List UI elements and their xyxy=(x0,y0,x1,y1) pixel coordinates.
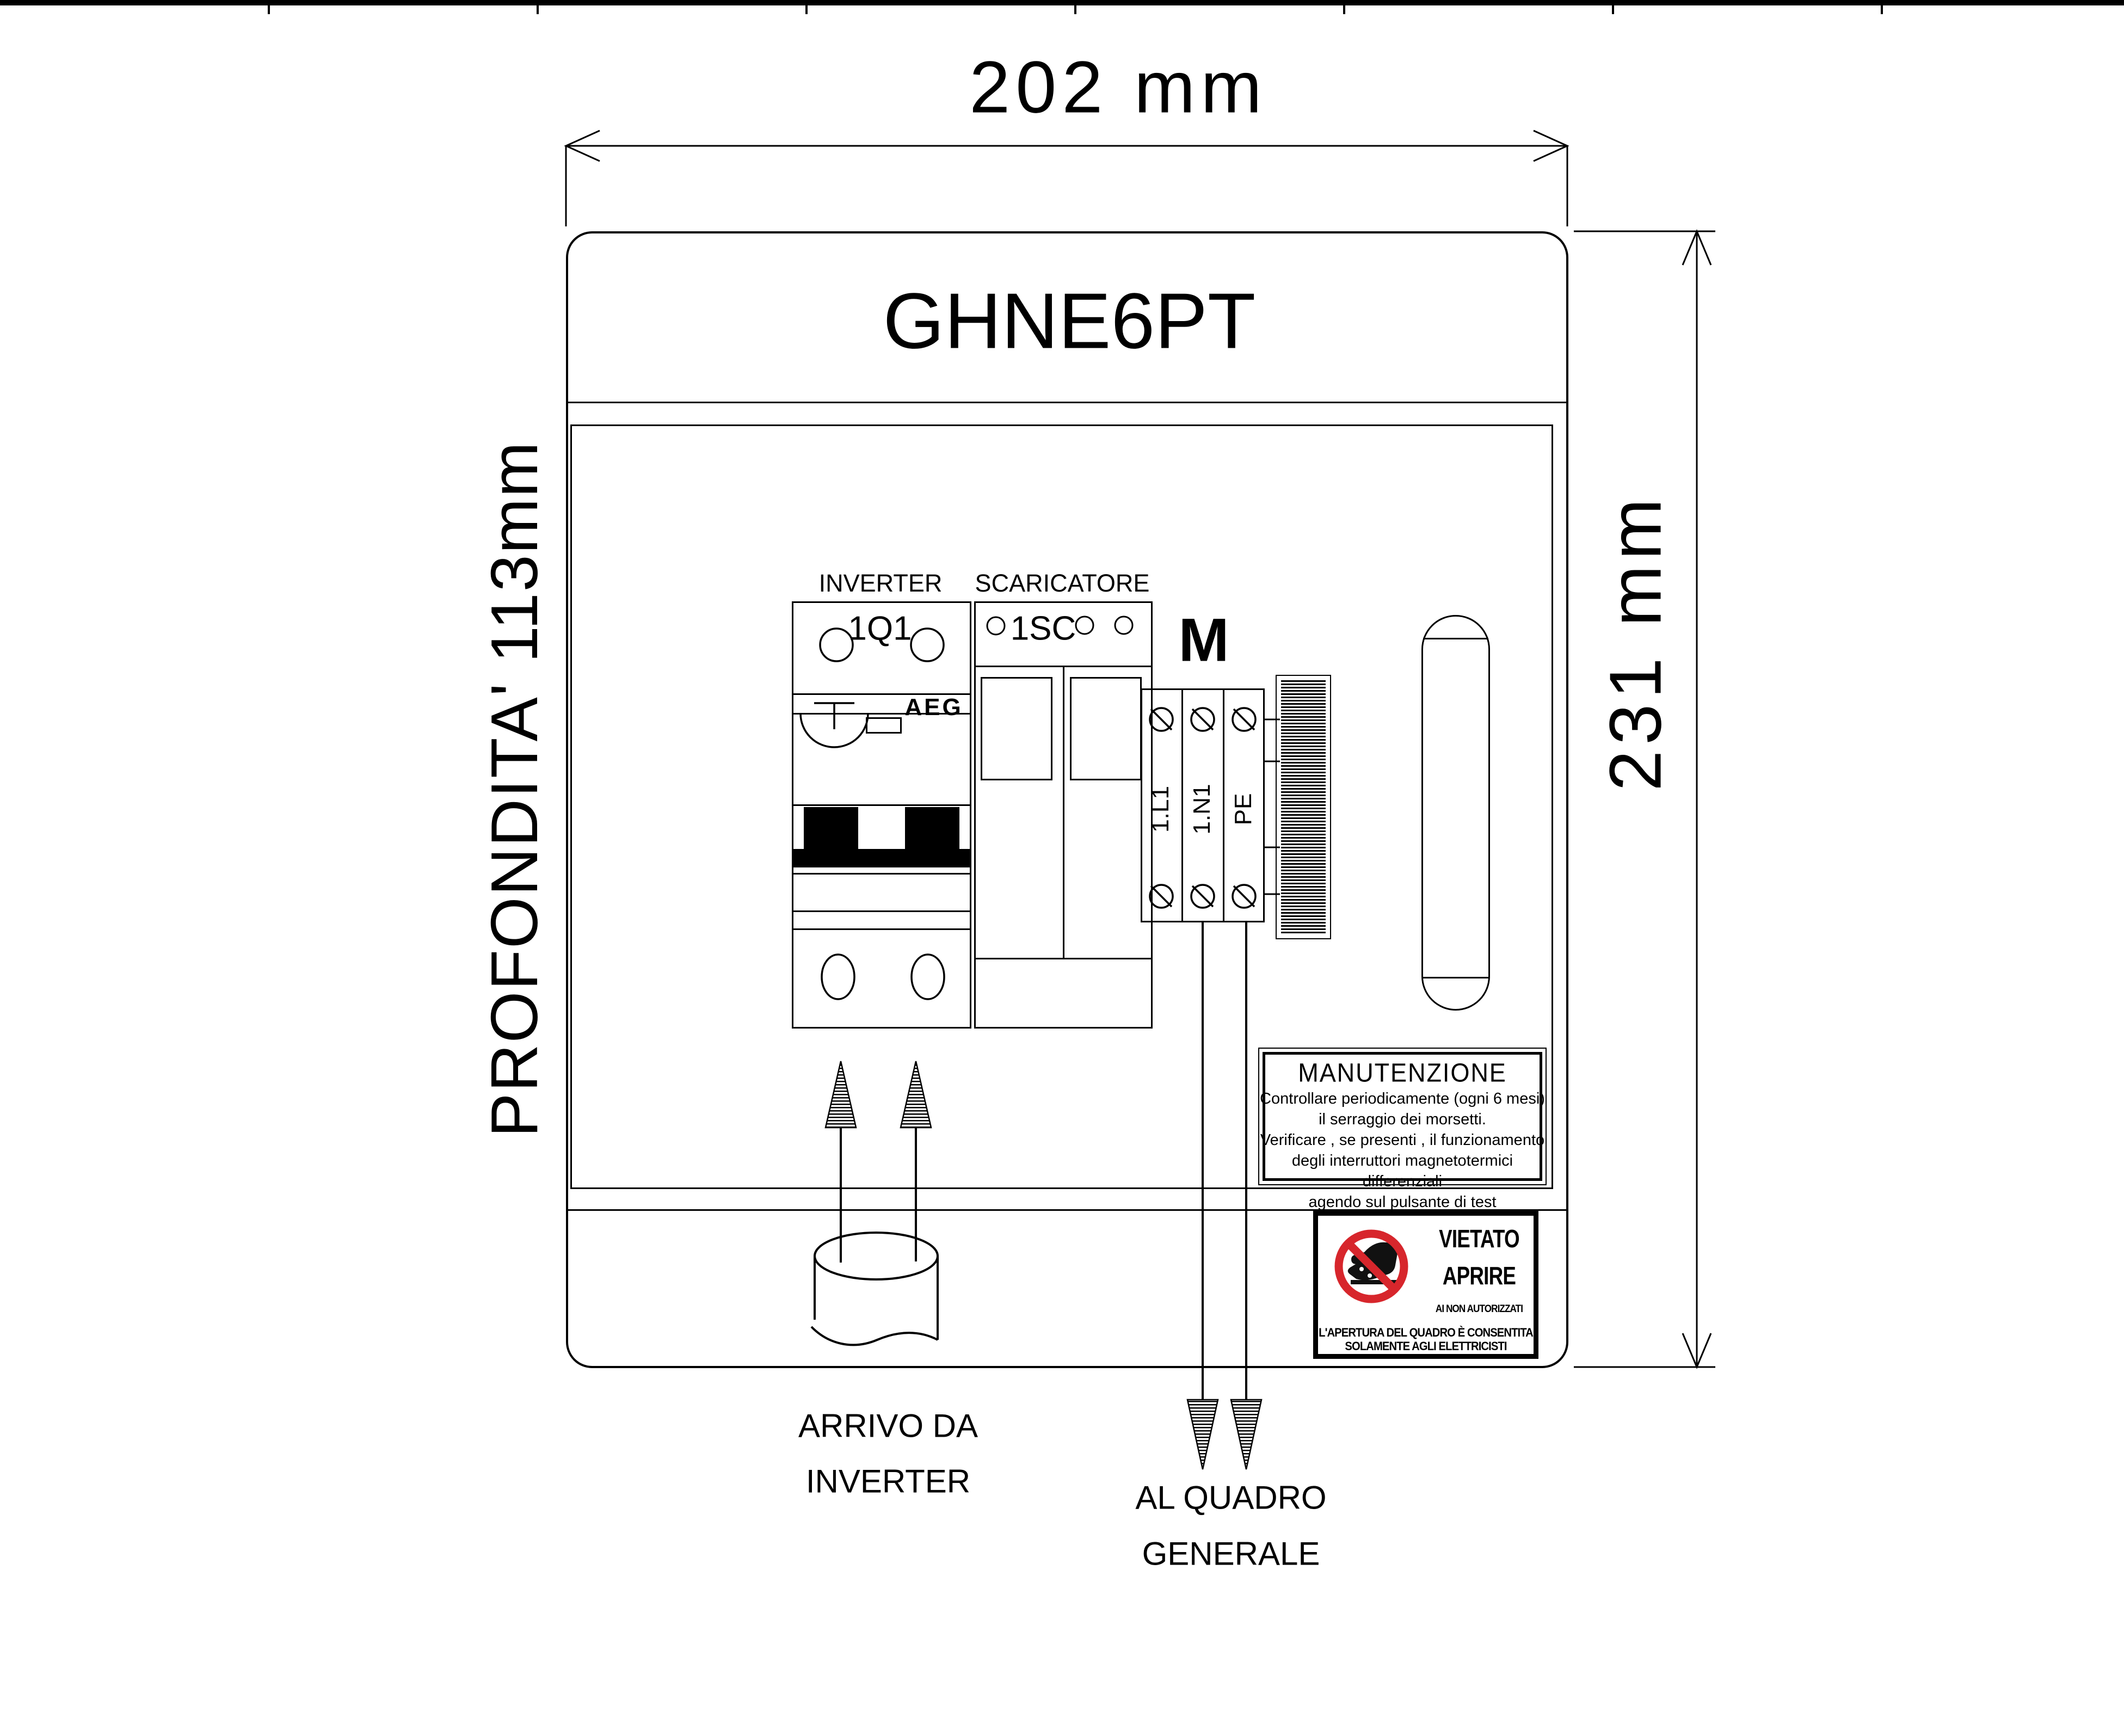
frame-ruler-tick xyxy=(268,0,270,14)
breaker-brand-logo: AEG xyxy=(904,694,963,721)
terminal-divider xyxy=(1181,688,1183,922)
frame-ruler-tick xyxy=(1343,0,1345,14)
breaker-divider xyxy=(792,928,971,930)
depth-dimension-label: PROFONDITA' 113mm xyxy=(477,441,551,1137)
maintenance-text-line: il serraggio dei morsetti. xyxy=(1319,1111,1486,1128)
frame-ruler-tick xyxy=(805,0,808,14)
surge-arrester-section-label: SCARICATORE xyxy=(975,569,1150,597)
warning-footer-line2: SOLAMENTE AGLI ELETTRICISTI xyxy=(1345,1339,1507,1353)
frame-ruler-tick xyxy=(537,0,539,14)
maintenance-text-line: Verificare , se presenti , il funzionamento xyxy=(1260,1131,1545,1149)
terminal-block-tag: M xyxy=(1178,606,1229,674)
maintenance-text-line: agendo sul pulsante di test xyxy=(1308,1193,1497,1211)
breaker-divider xyxy=(792,873,971,875)
frame-ruler-bar xyxy=(0,0,2124,5)
surge-arrester-cartridge-window xyxy=(1070,677,1142,780)
maintenance-text-line: degli interruttori magnetotermici differenziali xyxy=(1291,1152,1513,1190)
terminal-divider xyxy=(1223,688,1224,922)
breaker-tag: 1Q1 xyxy=(848,610,912,648)
arrival-label-line1: ARRIVO DA xyxy=(798,1407,978,1444)
warning-title-line1: VIETATO xyxy=(1439,1224,1519,1253)
mounting-slot-cap-line xyxy=(1423,638,1488,639)
breaker-toggle-bar xyxy=(792,849,971,867)
height-dimension-line xyxy=(1574,231,1715,1367)
terminal-label: 1.N1 xyxy=(1189,784,1215,835)
breaker-toggle-handle xyxy=(804,807,858,851)
maintenance-note-box xyxy=(1260,1052,1545,1211)
arrival-label-line2: INVERTER xyxy=(805,1463,971,1500)
warning-footer-line1: L'APERTURA DEL QUADRO È CONSENTITA xyxy=(1319,1326,1533,1339)
mounting-slot xyxy=(1421,615,1490,1011)
warning-sign xyxy=(1313,1211,1538,1359)
maintenance-text-line: Controllare periodicamente (ogni 6 mesi) xyxy=(1260,1090,1545,1107)
terminal-label: 1.L1 xyxy=(1147,786,1174,833)
frame-ruler-tick xyxy=(1881,0,1883,14)
title-band-separator xyxy=(567,402,1567,403)
to-main-panel-label-line1: AL QUADRO xyxy=(1135,1479,1327,1516)
maintenance-title: MANUTENZIONE xyxy=(1298,1058,1507,1088)
breaker-divider xyxy=(792,910,971,912)
width-dimension-line xyxy=(566,131,1567,226)
surge-arrester-cartridge-window xyxy=(981,677,1052,780)
surge-arrester-tag: 1SC xyxy=(1010,610,1076,648)
frame-ruler-tick xyxy=(1074,0,1076,14)
breaker-divider xyxy=(792,804,971,806)
surge-arrester-module-split xyxy=(1063,666,1064,958)
warning-subtitle: AI NON AUTORIZZATI xyxy=(1435,1303,1523,1315)
terminal-label: PE xyxy=(1230,793,1257,826)
height-dimension-label: 231 mm xyxy=(1594,493,1677,791)
width-dimension-label: 202 mm xyxy=(969,46,1267,128)
inverter-section-label: INVERTER xyxy=(818,569,943,597)
breaker-rating-window xyxy=(866,717,902,734)
to-main-panel-label-line2: GENERALE xyxy=(1142,1535,1320,1572)
mounting-slot-cap-line xyxy=(1423,977,1488,978)
cabinet-model-title: GHNE6PT xyxy=(883,276,1256,365)
warning-title-line2: APRIRE xyxy=(1442,1261,1516,1290)
surge-arrester-divider xyxy=(974,958,1153,959)
breaker-toggle-handle xyxy=(905,807,959,851)
din-rail-hatch xyxy=(1281,680,1326,934)
frame-ruler-tick xyxy=(1612,0,1614,14)
